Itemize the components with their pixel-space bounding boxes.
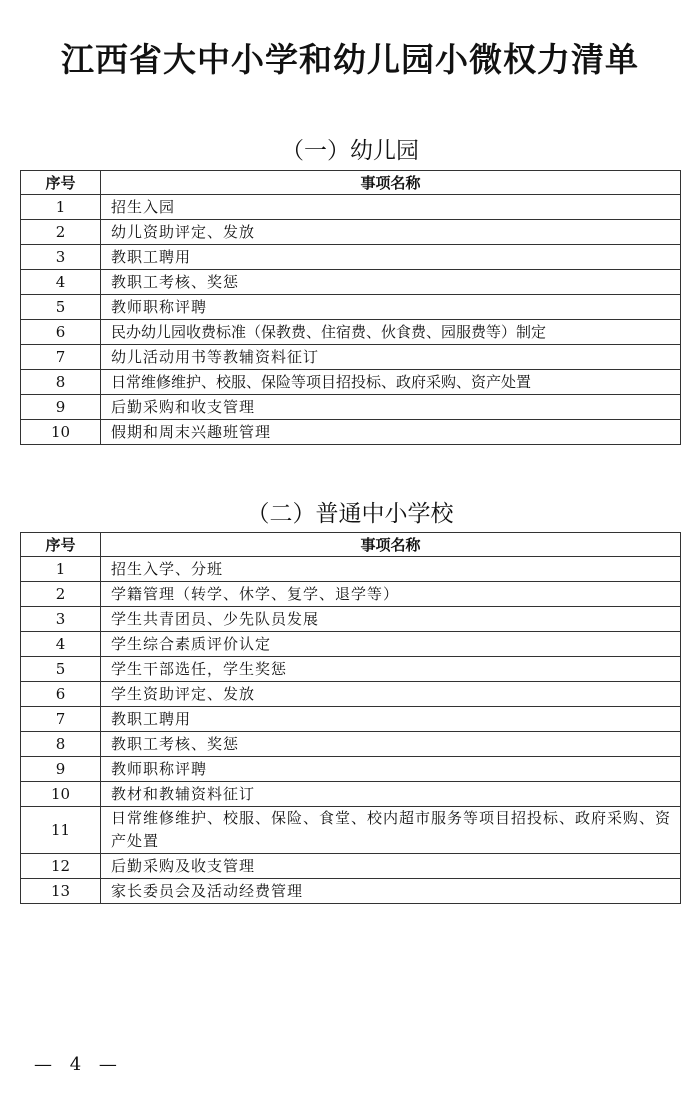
row-item: 教职工考核、奖惩 bbox=[101, 270, 681, 295]
row-number: 5 bbox=[21, 295, 101, 320]
row-number: 10 bbox=[21, 782, 101, 807]
row-number: 10 bbox=[21, 420, 101, 445]
page-number: — 4 — bbox=[34, 1054, 123, 1075]
row-number: 12 bbox=[21, 854, 101, 879]
table-row bbox=[21, 879, 681, 904]
row-number: 3 bbox=[21, 245, 101, 270]
row-number: 9 bbox=[21, 757, 101, 782]
row-number: 8 bbox=[21, 732, 101, 757]
table-row bbox=[21, 807, 681, 854]
document-title: 江西省大中小学和幼儿园小微权力清单 bbox=[61, 40, 639, 79]
table-row bbox=[21, 757, 681, 782]
row-item: 教职工聘用 bbox=[101, 707, 681, 732]
row-number: 7 bbox=[21, 345, 101, 370]
row-item: 教职工考核、奖惩 bbox=[101, 732, 681, 757]
table-row bbox=[21, 245, 681, 270]
row-item: 教材和教辅资料征订 bbox=[101, 782, 681, 807]
table-row bbox=[21, 395, 681, 420]
row-item: 学生共青团员、少先队员发展 bbox=[101, 607, 681, 632]
table-row bbox=[21, 295, 681, 320]
row-number: 2 bbox=[21, 582, 101, 607]
table-row bbox=[21, 607, 681, 632]
row-item: 教职工聘用 bbox=[101, 245, 681, 270]
table-row bbox=[21, 632, 681, 657]
row-item: 招生入园 bbox=[101, 195, 681, 220]
table-row bbox=[21, 782, 681, 807]
table-row bbox=[21, 195, 681, 220]
row-number: 11 bbox=[21, 807, 101, 854]
schools-table bbox=[20, 532, 681, 904]
row-number: 8 bbox=[21, 370, 101, 395]
table-row bbox=[21, 345, 681, 370]
table-row bbox=[21, 270, 681, 295]
row-item: 后勤采购和收支管理 bbox=[101, 395, 681, 420]
row-number: 1 bbox=[21, 195, 101, 220]
table-row bbox=[21, 557, 681, 582]
table-row bbox=[21, 420, 681, 445]
table-header-row bbox=[21, 171, 681, 195]
table-row bbox=[21, 854, 681, 879]
column-header-number: 序号 bbox=[21, 533, 101, 557]
column-header-number: 序号 bbox=[21, 171, 101, 195]
row-item: 招生入学、分班 bbox=[101, 557, 681, 582]
column-header-item: 事项名称 bbox=[101, 533, 681, 557]
row-item: 幼儿活动用书等教辅资料征订 bbox=[101, 345, 681, 370]
row-item: 教师职称评聘 bbox=[101, 757, 681, 782]
row-number: 6 bbox=[21, 682, 101, 707]
row-item: 家长委员会及活动经费管理 bbox=[101, 879, 681, 904]
row-number: 2 bbox=[21, 220, 101, 245]
row-item: 学籍管理（转学、休学、复学、退学等） bbox=[101, 582, 681, 607]
row-item: 民办幼儿园收费标准（保教费、住宿费、伙食费、园服费等）制定 bbox=[101, 320, 681, 345]
table-row bbox=[21, 582, 681, 607]
column-header-item: 事项名称 bbox=[101, 171, 681, 195]
table-row bbox=[21, 220, 681, 245]
kindergarten-table bbox=[20, 170, 681, 445]
row-number: 9 bbox=[21, 395, 101, 420]
table-row bbox=[21, 732, 681, 757]
row-number: 4 bbox=[21, 270, 101, 295]
table-row bbox=[21, 657, 681, 682]
row-item: 假期和周末兴趣班管理 bbox=[101, 420, 681, 445]
section-title-schools: （二）普通中小学校 bbox=[246, 501, 454, 527]
row-item: 后勤采购及收支管理 bbox=[101, 854, 681, 879]
table-row bbox=[21, 682, 681, 707]
table-row bbox=[21, 370, 681, 395]
row-item: 教师职称评聘 bbox=[101, 295, 681, 320]
row-number: 4 bbox=[21, 632, 101, 657]
row-item: 学生干部选任，学生奖惩 bbox=[101, 657, 681, 682]
table-row bbox=[21, 320, 681, 345]
row-number: 13 bbox=[21, 879, 101, 904]
table-row bbox=[21, 707, 681, 732]
row-item: 学生综合素质评价认定 bbox=[101, 632, 681, 657]
row-item: 日常维修维护、校服、保险、食堂、校内超市服务等项目招投标、政府采购、资产处置 bbox=[101, 807, 681, 854]
row-item: 日常维修维护、校服、保险等项目招投标、政府采购、资产处置 bbox=[101, 370, 681, 395]
table-header-row bbox=[21, 533, 681, 557]
row-number: 6 bbox=[21, 320, 101, 345]
row-item: 幼儿资助评定、发放 bbox=[101, 220, 681, 245]
section-title-kindergarten: （一）幼儿园 bbox=[281, 138, 419, 164]
row-number: 5 bbox=[21, 657, 101, 682]
row-number: 1 bbox=[21, 557, 101, 582]
row-number: 3 bbox=[21, 607, 101, 632]
row-number: 7 bbox=[21, 707, 101, 732]
row-item: 学生资助评定、发放 bbox=[101, 682, 681, 707]
